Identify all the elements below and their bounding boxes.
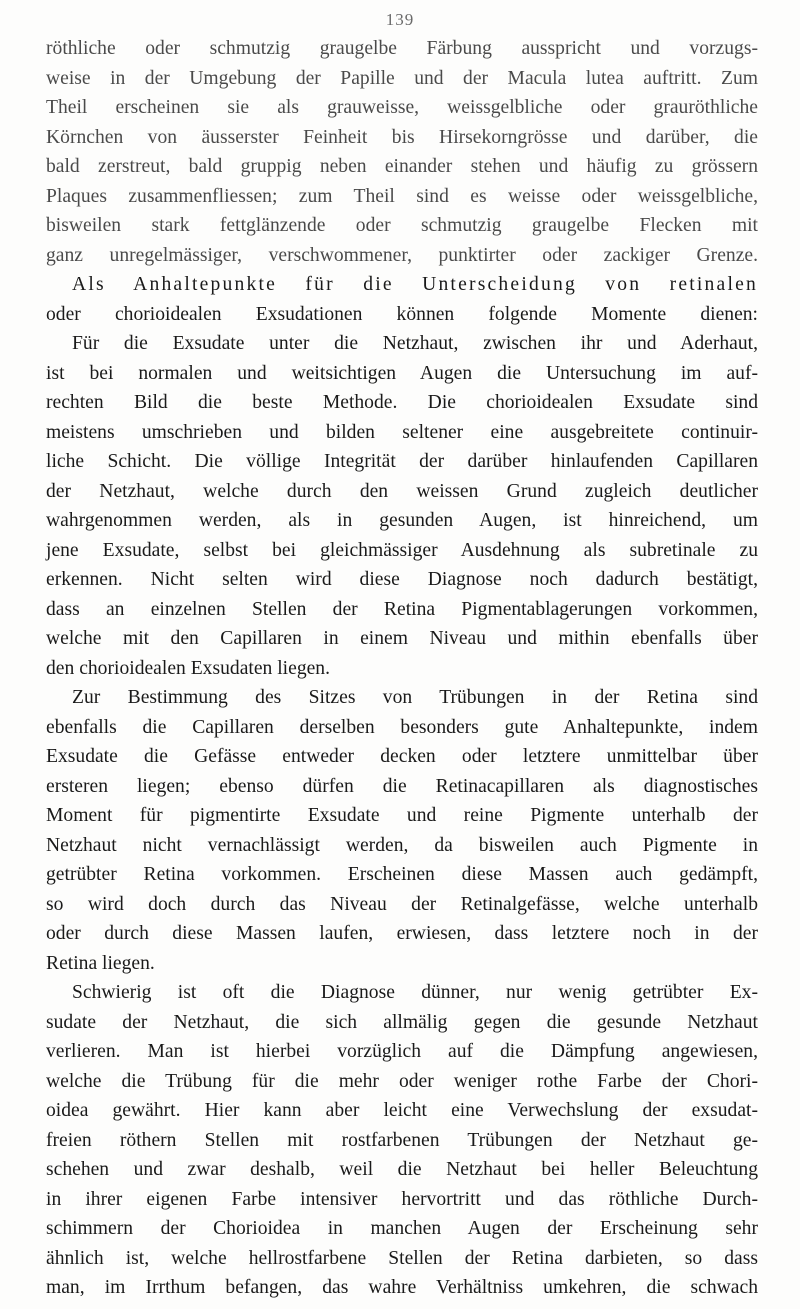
text-line: ebenfalls die Capillaren derselben besonders gute Anhaltepunkte, indem	[46, 716, 758, 738]
text-line: Körnchen von äusserster Feinheit bis Hirsekorngrösse und darüber, die	[46, 126, 758, 148]
text-line: ganz unregelmässiger, verschwommener, punktirter oder zackiger Grenze.	[46, 244, 758, 266]
text-line: sudate der Netzhaut, die sich allmälig gegen die gesunde Netzhaut	[46, 1011, 758, 1033]
text-line: der Netzhaut, welche durch den weissen Grund zugleich deutlicher	[46, 480, 758, 502]
text-line: oder durch diese Massen laufen, erwiesen, dass letztere noch in der	[46, 923, 758, 944]
text-line: wahrgenommen werden, als in gesunden Augen, ist hinreichend, um	[46, 510, 758, 531]
text-line: bisweilen stark fettglänzende oder schmutzig graugelbe Flecken mit	[46, 215, 758, 236]
text-line: dass an einzelnen Stellen der Retina Pigmentablagerungen vorkommen,	[46, 598, 758, 620]
text-line: oidea gewährt. Hier kann aber leicht eine Verwechslung der exsudat-	[46, 1100, 758, 1121]
text-line: welche die Trübung für die mehr oder weniger rothe Farbe der Chori-	[46, 1070, 758, 1092]
text-line: jene Exsudate, selbst bei gleichmässiger Ausdehnung als subretinale zu	[46, 539, 758, 561]
text-line: Retina liegen.	[46, 952, 155, 974]
text-line: freien röthern Stellen mit rostfarbenen Trübungen der Netzhaut ge-	[46, 1129, 758, 1151]
text-line: welche mit den Capillaren in einem Niveau und mithin ebenfalls über	[46, 628, 758, 649]
text-line: ersteren liegen; ebenso dürfen die Retinacapillaren als diagnostisches	[46, 775, 758, 797]
text-line: rechten Bild die beste Methode. Die chorioidealen Exsudate sind	[46, 392, 758, 413]
text-line: Moment für pigmentirte Exsudate und reine Pigmente unterhalb der	[46, 805, 758, 826]
page-number: 139	[385, 10, 415, 29]
text-line: ist bei normalen und weitsichtigen Augen die Untersuchung im auf-	[46, 362, 758, 384]
text-line: Zur Bestimmung des Sitzes von Trübungen in der Retina sind	[72, 687, 758, 708]
text-line: in ihrer eigenen Farbe intensiver hervortritt und das röthliche Durch-	[46, 1188, 758, 1210]
text-line: verlieren. Man ist hierbei vorzüglich auf die Dämpfung angewiesen,	[46, 1041, 758, 1062]
text-line: bald zerstreut, bald gruppig neben einander stehen und häufig zu grössern	[46, 156, 758, 177]
text-line: Plaques zusammenfliessen; zum Theil sind es weisse oder weissgelbliche,	[46, 185, 758, 207]
text-line: man, im Irrthum befangen, das wahre Verhältniss umkehren, die schwach	[46, 1277, 758, 1298]
text-line: ähnlich ist, welche hellrostfarbene Stellen der Retina darbieten, so dass	[46, 1247, 758, 1269]
text-line: erkennen. Nicht selten wird diese Diagnose noch dadurch bestätigt,	[46, 569, 758, 590]
page-text	[46, 34, 758, 1303]
text-line: getrübter Retina vorkommen. Erscheinen diese Massen auch gedämpft,	[46, 864, 758, 885]
text-line: Schwierig ist oft die Diagnose dünner, nur wenig getrübter Ex-	[72, 982, 758, 1003]
text-line: röthliche oder schmutzig graugelbe Färbung ausspricht und vorzugs-	[46, 38, 758, 59]
text-line: oder chorioidealen Exsudationen können folgende Momente dienen:	[46, 303, 758, 325]
text-line: Netzhaut nicht vernachlässigt werden, da bisweilen auch Pigmente in	[46, 834, 758, 856]
text-line: Exsudate die Gefässe entweder decken oder letztere unmittelbar über	[46, 746, 758, 767]
text-line: schehen und zwar deshalb, weil die Netzhaut bei heller Beleuchtung	[46, 1159, 758, 1180]
text-line: den chorioidealen Exsudaten liegen.	[46, 657, 331, 679]
text-line: meistens umschrieben und bilden seltener eine ausgebreitete continuir-	[46, 421, 758, 443]
text-line: Für die Exsudate unter die Netzhaut, zwischen ihr und Aderhaut,	[72, 333, 758, 354]
text-line: so wird doch durch das Niveau der Retinalgefässe, welche unterhalb	[46, 893, 758, 915]
text-line: weise in der Umgebung der Papille und der Macula lutea auftritt. Zum	[46, 67, 758, 89]
text-line: liche Schicht. Die völlige Integrität der darüber hinlaufenden Capillaren	[46, 451, 758, 472]
text-line: schimmern der Chorioidea in manchen Augen der Erscheinung sehr	[46, 1218, 758, 1239]
text-line: Als Anhaltepunkte für die Unterscheidung von retinalen	[72, 274, 758, 295]
text-line: Theil erscheinen sie als grauweisse, weissgelbliche oder grauröthliche	[46, 97, 758, 118]
